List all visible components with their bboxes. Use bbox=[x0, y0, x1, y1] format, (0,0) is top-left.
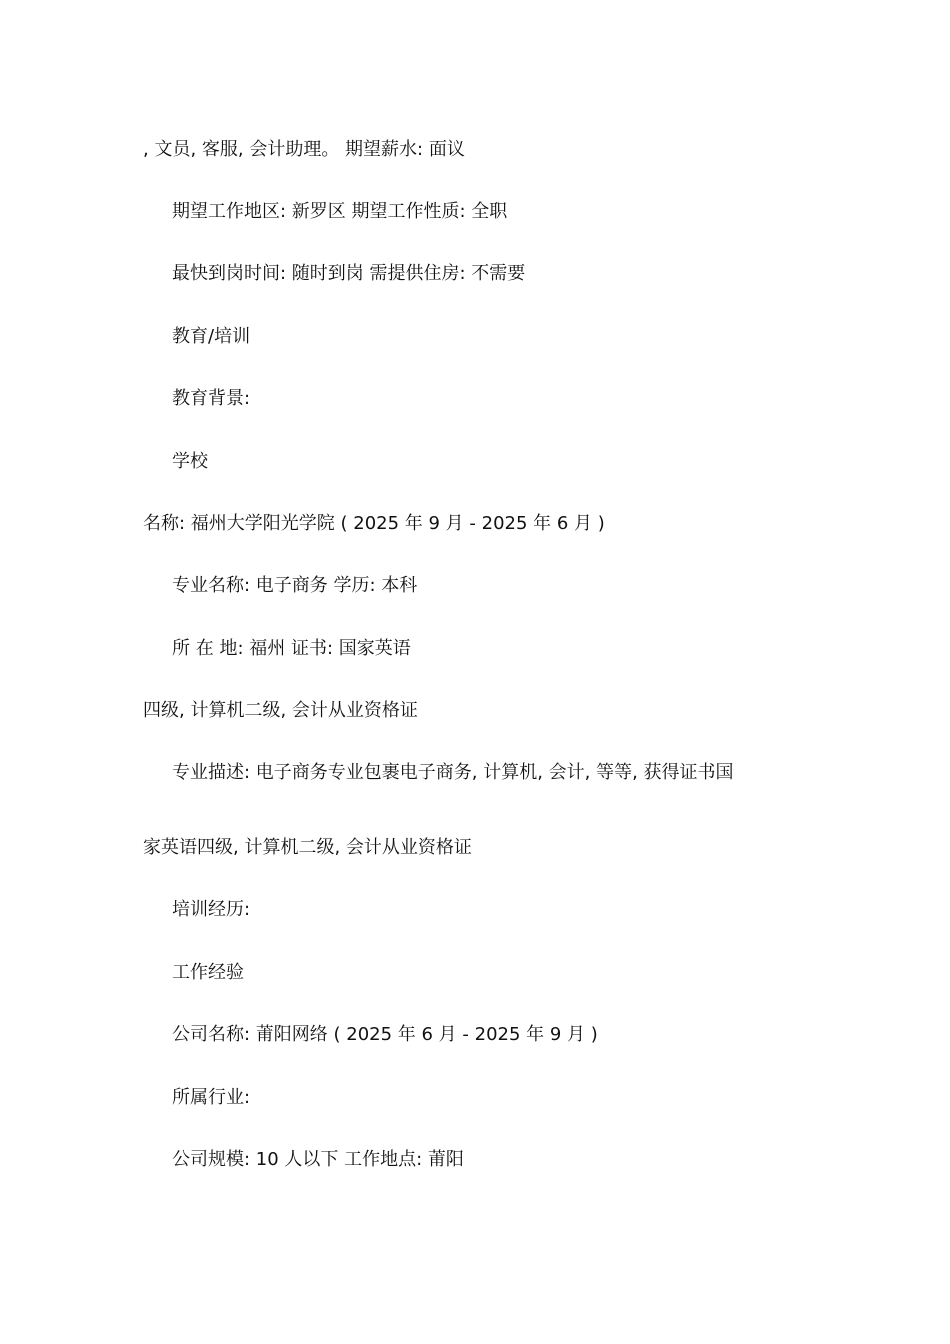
certificate-continuation: 四级, 计算机二级, 会计从业资格证 bbox=[143, 700, 418, 721]
desired-location-line: 期望工作地区: 新罗区 期望工作性质: 全职 bbox=[172, 201, 508, 222]
section-heading-work-experience: 工作经验 bbox=[172, 962, 244, 983]
major-description-continuation: 家英语四级, 计算机二级, 会计从业资格证 bbox=[143, 837, 472, 858]
job-intent-continuation: , 文员, 客服, 会计助理。 期望薪水: 面议 bbox=[143, 139, 465, 160]
school-label: 学校 bbox=[172, 451, 208, 472]
training-history-label: 培训经历: bbox=[172, 899, 251, 920]
education-background-label: 教育背景: bbox=[172, 388, 251, 409]
section-heading-education: 教育/培训 bbox=[172, 326, 251, 347]
industry-label: 所属行业: bbox=[172, 1087, 251, 1108]
major-line: 专业名称: 电子商务 学历: 本科 bbox=[172, 575, 418, 596]
location-certificate-line: 所 在 地: 福州 证书: 国家英语 bbox=[172, 638, 411, 659]
school-name-line: 名称: 福州大学阳光学院 ( 2025 年 9 月 - 2025 年 6 月 ) bbox=[143, 513, 605, 534]
availability-line: 最快到岗时间: 随时到岗 需提供住房: 不需要 bbox=[172, 263, 526, 284]
major-description-line: 专业描述: 电子商务专业包裹电子商务, 计算机, 会计, 等等, 获得证书国 bbox=[172, 762, 734, 783]
company-size-line: 公司规模: 10 人以下 工作地点: 莆阳 bbox=[172, 1149, 464, 1170]
company-name-line: 公司名称: 莆阳网络 ( 2025 年 6 月 - 2025 年 9 月 ) bbox=[172, 1024, 598, 1045]
